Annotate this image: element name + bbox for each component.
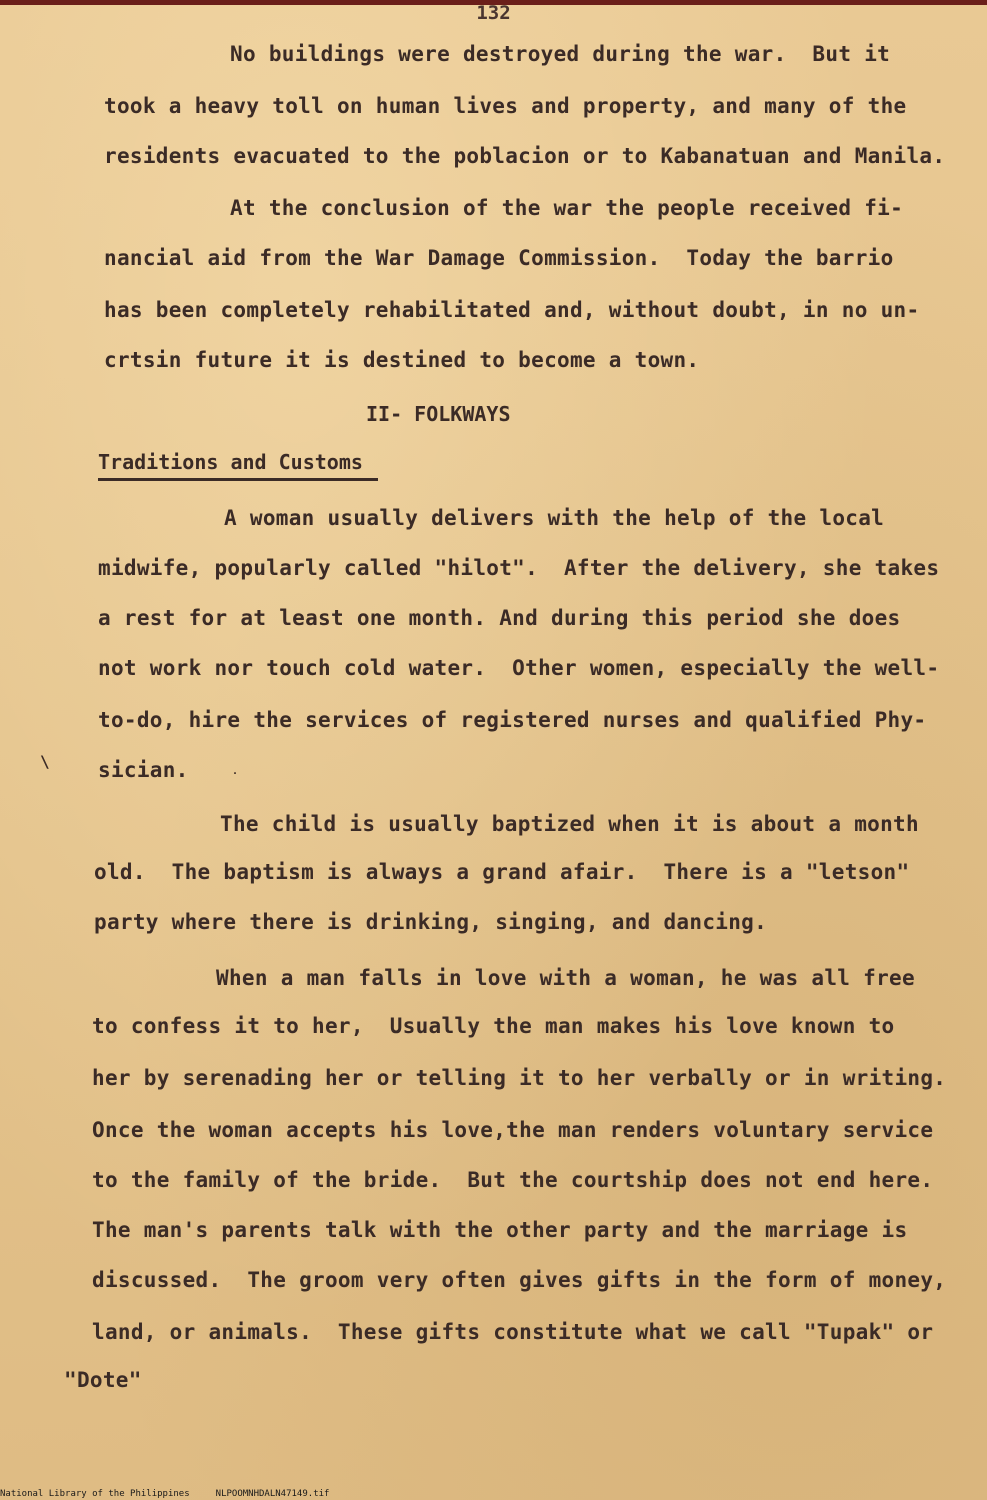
text-line: has been completely rehabilitated and, without doubt, in no un- [104,298,920,322]
subheading-underline [98,478,378,481]
text-line: midwife, popularly called "hilot". After the delivery, she takes [98,556,940,580]
text-line: The man's parents talk with the other party and the marriage is [92,1218,908,1242]
text-line: to confess it to her, Usually the man makes his love known to [92,1014,895,1038]
text-line: "Dote" [64,1368,142,1392]
text-line: residents evacuated to the poblacion or to Kabanatuan and Manila. [104,144,946,168]
stray-mark: \ [40,752,50,771]
footer-library: National Library of the Philippines [0,1489,190,1499]
subheading: Traditions and Customs [98,450,363,474]
text-line: A woman usually delivers with the help of the local [224,506,885,530]
text-line: to the family of the bride. But the courtship does not end here. [92,1168,934,1192]
text-line: crtsin future it is destined to become a town. [104,348,700,372]
text-line: nancial aid from the War Damage Commission. Today the barrio [104,246,894,270]
text-line: not work nor touch cold water. Other women, especially the well- [98,656,940,680]
text-line: discussed. The groom very often gives gifts in the form of money, [92,1268,947,1292]
text-line: No buildings were destroyed during the war. But it [230,42,891,66]
text-line: her by serenading her or telling it to her verbally or in writing. [92,1066,947,1090]
text-line: Once the woman accepts his love,the man renders voluntary service [92,1118,934,1142]
text-line: old. The baptism is always a grand afair. There is a "letson" [94,860,910,884]
text-line: took a heavy toll on human lives and property, and many of the [104,94,907,118]
page-number: 132 [476,2,511,24]
text-line: a rest for at least one month. And during this period she does [98,606,901,630]
section-heading: II- FOLKWAYS [366,402,511,426]
text-line: At the conclusion of the war the people received fi- [230,196,904,220]
footer-file: NLPOOMNHDALN47149.tif [215,1489,330,1499]
text-line: The child is usually baptized when it is about a month [220,812,919,836]
text-line: When a man falls in love with a woman, he was all free [216,966,915,990]
text-line: land, or animals. These gifts constitute what we call "Tupak" or [92,1320,934,1344]
text-line: party where there is drinking, singing, and dancing. [94,910,768,934]
stray-mark: . [232,766,239,777]
scan-footer [0,1489,329,1499]
text-line: to-do, hire the services of registered nurses and qualified Phy- [98,708,927,732]
text-line: sician. [98,758,189,782]
